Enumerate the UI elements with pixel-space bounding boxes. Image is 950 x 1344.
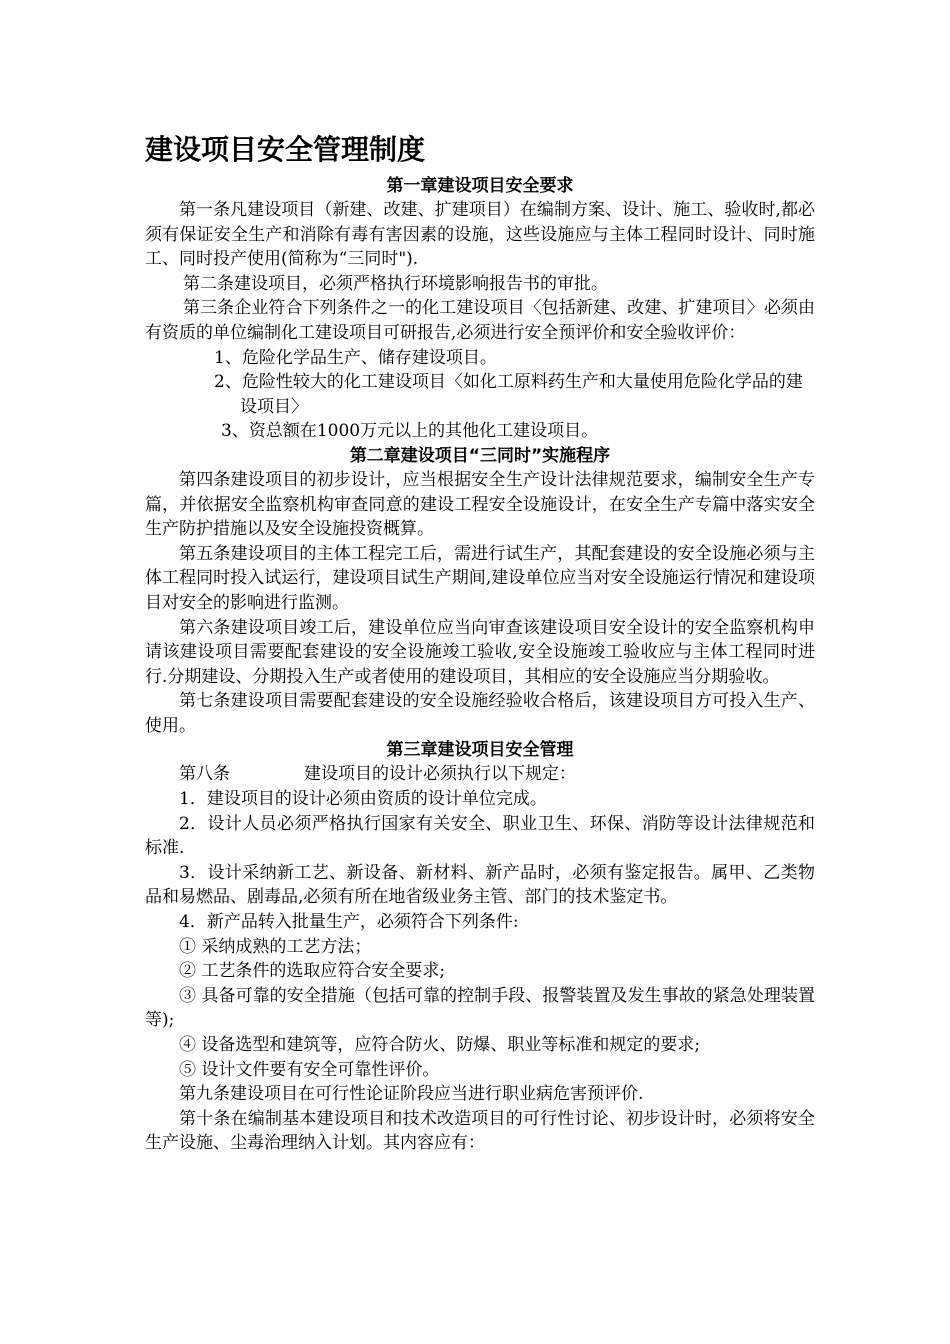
article-8-label: 第八条 [179, 764, 230, 785]
article-4: 第四条建设项目的初步设计，应当根据安全生产设计法律规范要求，编制安全生产专篇，并依据安全监察机构审查同意的建设工程安全设施设计，在安全生产专篇中落实安全生产防护措施以及安全设施投资概算。 [145, 469, 815, 540]
sub-condition-5: ⑤ 设计文件要有安全可靠性评价。 [179, 1059, 440, 1080]
article-6: 第六条建设项目竣工后，建设单位应当向审查该建设项目安全设计的安全监察机构申请该建设项目需要配套建设的安全设施竣工验收,安全设施竣工验收应与主体工程同时进行.分期建设、分期投入生产或者使用的建设项目，其相应的安全设施应当分期验收。 [145, 617, 815, 687]
article-7: 第七条建设项目需要配套建设的安全设施经验收合格后，该建设项目方可投入生产、使用。 [145, 691, 815, 736]
article-8 [145, 762, 815, 787]
rule-3: 3．设计采纳新工艺、新设备、新材料、新产品时，必须有鉴定报告。属甲、乙类物品和易燃品、剧毒品,必须有所在地省级业务主管、部门的技术鉴定书。 [145, 862, 815, 908]
condition-item-1: 1、危险化学品生产、储存建设项目。 [214, 347, 497, 368]
chapter-2-heading: 第二章建设项目“三同时”实施程序 [349, 445, 611, 466]
sub-condition-2: ② 工艺条件的选取应符合安全要求; [179, 961, 446, 982]
article-9: 第九条建设项目在可行性论证阶段应当进行职业病危害预评价. [179, 1084, 644, 1105]
rule-1: 1．建设项目的设计必须由资质的设计单位完成。 [179, 789, 547, 810]
condition-item-3: 3、资总额在1000万元以上的其他化工建设项目。 [221, 421, 599, 442]
chapter-3-heading: 第三章建设项目安全管理 [386, 740, 574, 761]
rule-2: 2．设计人员必须严格执行国家有关安全、职业卫生、环保、消防等设计法律规范和标准. [145, 813, 815, 859]
article-3: 第三条企业符合下列条件之一的化工建设项目〈包括新建、改建、扩建项目〉必须由有资质的单位编制化工建设项目可研报告,必须进行安全预评价和安全验收评价： [145, 298, 815, 343]
chapter-1-heading: 第一章建设项目安全要求 [386, 176, 574, 196]
condition-item-2: 2、危险性较大的化工建设项目〈如化工原料药生产和大量使用危险化学品的建设项目〉 [214, 372, 803, 417]
sub-condition-4: ④ 设备选型和建筑等，应符合防火、防爆、职业等标准和规定的要求; [179, 1035, 701, 1055]
document-title: 建设项目安全管理制度 [145, 133, 426, 166]
article-10: 第十条在编制基本建设项目和技术改造项目的可行性讨论、初步设计时，必须将安全生产设施、尘毒治理纳入计划。其内容应有： [145, 1108, 815, 1154]
sub-condition-1: ① 采纳成熟的工艺方法； [179, 936, 372, 957]
article-1: 第一条凡建设项目（新建、改建、扩建项目）在编制方案、设计、施工、验收时,都必须有保证安全生产和消除有毒有害因素的设施，这些设施应与主体工程同时设计、同时施工、同时投产使用(简称为“三同时"). [145, 200, 815, 270]
sub-condition-3: ③ 具备可靠的安全措施（包括可靠的控制手段、报警装置及发生事故的紧急处理装置等); [145, 985, 815, 1031]
article-2: 第二条建设项目，必须严格执行环境影响报告书的审批。 [183, 273, 608, 294]
document-page [145, 128, 815, 1156]
rule-4: 4．新产品转入批量生产，必须符合下列条件: [179, 912, 519, 933]
article-5: 第五条建设项目的主体工程完工后，需进行试生产，其配套建设的安全设施必须与主体工程同时投入试运行，建设项目试生产期间,建设单位应当对安全设施运行情况和建设项目对安全的影响进行监测。 [145, 543, 815, 613]
article-8-text: 建设项目的设计必须执行以下规定： [304, 764, 576, 785]
